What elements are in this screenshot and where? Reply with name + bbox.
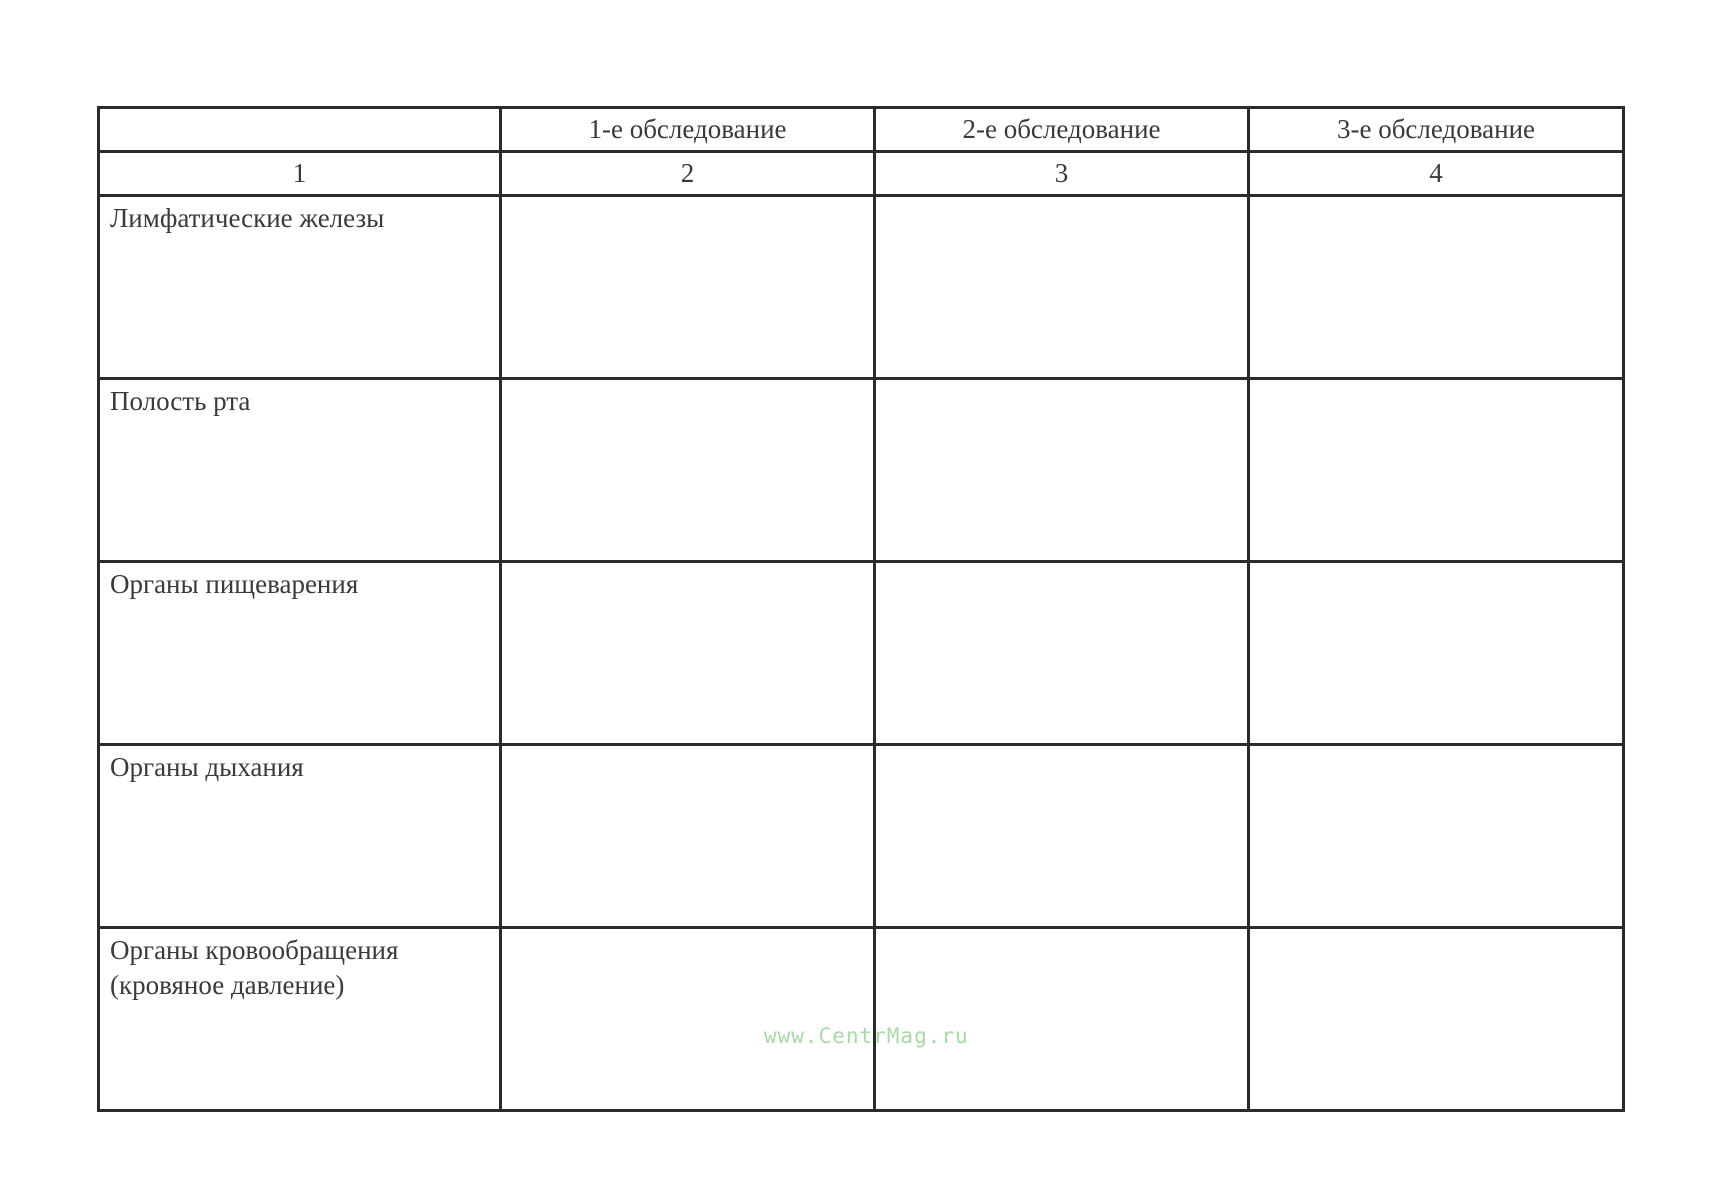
row-label-cell xyxy=(99,928,501,1111)
row-label: Органы дыхания xyxy=(110,752,304,782)
entry-cell-exam-1[interactable] xyxy=(501,196,875,379)
row-label-cell xyxy=(99,562,501,745)
examination-table xyxy=(97,106,1625,1112)
column-number-row xyxy=(99,152,1624,196)
entry-cell-exam-1[interactable] xyxy=(501,745,875,928)
table-row-respiratory-organs xyxy=(99,745,1624,928)
entry-cell-exam-1[interactable] xyxy=(501,379,875,562)
row-label: Органы пищеварения xyxy=(110,569,359,599)
row-label: Полость рта xyxy=(110,386,251,416)
column-number-1: 1 xyxy=(99,152,501,196)
row-label: Органы кровообращения (кровяное давление) xyxy=(110,935,399,1000)
entry-cell-exam-3[interactable] xyxy=(1249,562,1624,745)
entry-cell-exam-3[interactable] xyxy=(1249,379,1624,562)
column-number-4: 4 xyxy=(1249,152,1624,196)
row-label-cell xyxy=(99,196,501,379)
header-row xyxy=(99,108,1624,152)
row-label-cell xyxy=(99,379,501,562)
table-row-oral-cavity xyxy=(99,379,1624,562)
entry-cell-exam-2[interactable] xyxy=(875,196,1249,379)
exam-form-sheet xyxy=(97,106,1622,1110)
column-number-2: 2 xyxy=(501,152,875,196)
entry-cell-exam-1[interactable] xyxy=(501,562,875,745)
entry-cell-exam-2[interactable] xyxy=(875,745,1249,928)
header-corner-cell xyxy=(99,108,501,152)
header-exam-3: 3-е обследование xyxy=(1249,108,1624,152)
entry-cell-exam-2[interactable] xyxy=(875,928,1249,1111)
row-label: Лимфатические железы xyxy=(110,203,385,233)
table-row-circulatory-organs xyxy=(99,928,1624,1111)
table-row-digestive-organs xyxy=(99,562,1624,745)
entry-cell-exam-3[interactable] xyxy=(1249,745,1624,928)
entry-cell-exam-3[interactable] xyxy=(1249,928,1624,1111)
header-exam-2: 2-е обследование xyxy=(875,108,1249,152)
entry-cell-exam-2[interactable] xyxy=(875,379,1249,562)
entry-cell-exam-2[interactable] xyxy=(875,562,1249,745)
row-label-cell xyxy=(99,745,501,928)
watermark-text: www.CentrMag.ru xyxy=(764,1024,969,1048)
column-number-3: 3 xyxy=(875,152,1249,196)
entry-cell-exam-3[interactable] xyxy=(1249,196,1624,379)
entry-cell-exam-1[interactable] xyxy=(501,928,875,1111)
header-exam-1: 1-е обследование xyxy=(501,108,875,152)
table-row-lymph-nodes xyxy=(99,196,1624,379)
